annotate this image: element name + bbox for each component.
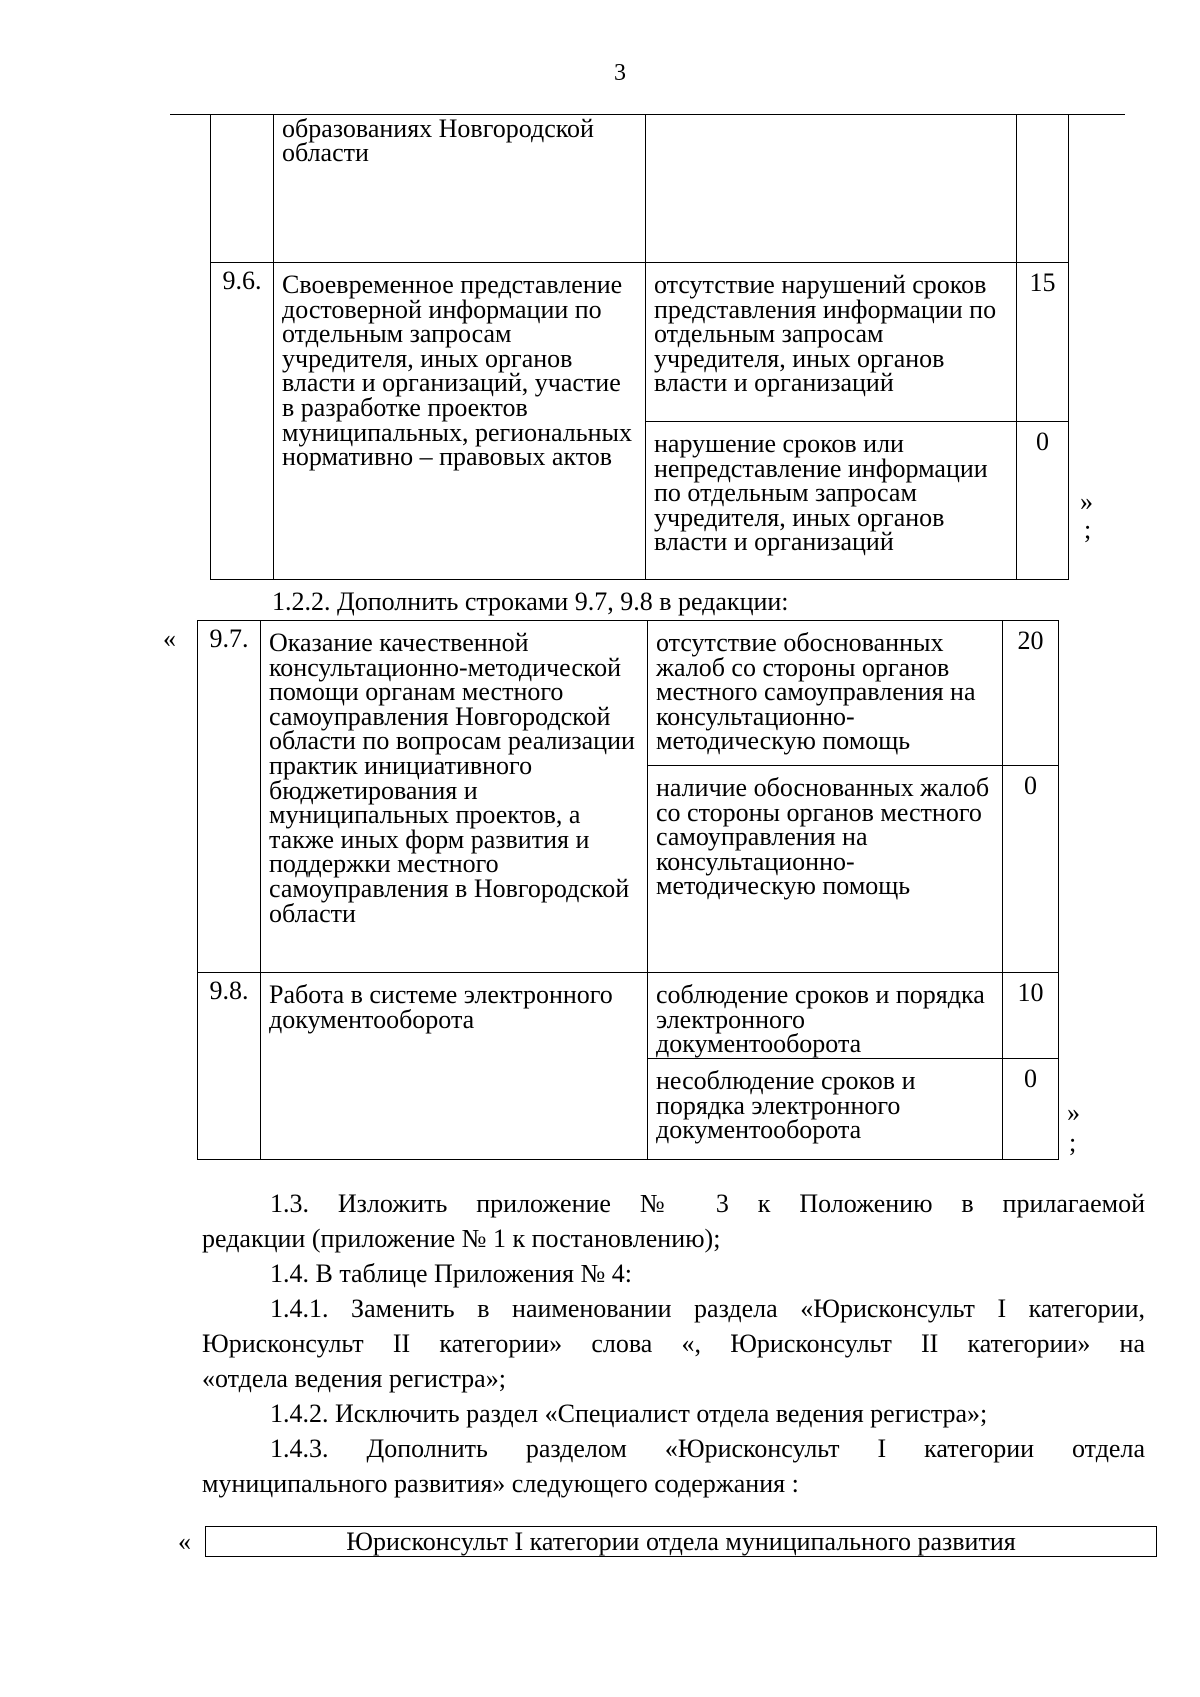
criterion-fragment: образованиях Новгородской области: [274, 115, 646, 263]
page-number: 3: [614, 60, 626, 86]
opening-quote-last: «: [178, 1527, 191, 1556]
points-value: 10: [1003, 973, 1059, 1059]
points-value: 20: [1003, 621, 1059, 766]
criterion-text: Работа в системе электронного документооборота: [261, 973, 648, 1160]
points-value: 0: [1003, 766, 1059, 973]
paragraph-1-4-3: [202, 1431, 1145, 1501]
paragraph-1-4-1-line-3: «отдела ведения регистра»;: [202, 1364, 506, 1393]
paragraph-1-3: [202, 1186, 1145, 1256]
points-value: 0: [1017, 422, 1069, 580]
paragraph-1-2-2: 1.2.2. Дополнить строками 9.7, 9.8 в редакции:: [272, 587, 789, 616]
closing-quote: »: [1067, 1098, 1080, 1127]
condition-text: нарушение сроков или непредставление информации по отдельным запросам учредителя, иных органов власти и организаций: [646, 422, 1017, 580]
paragraph-1-4-3-line-1: 1.4.3. Дополнить разделом «Юрисконсульт I категории отдела: [270, 1434, 1145, 1463]
condition-text: несоблюдение сроков и порядка электронного документооборота: [648, 1059, 1003, 1160]
paragraph-1-4-3-line-2: муниципального развития» следующего содержания :: [202, 1469, 799, 1498]
paragraph-1-3-line-2: редакции (приложение № 1 к постановлению);: [202, 1224, 721, 1253]
section-header-table: Юрисконсульт I категории отдела муниципального развития: [205, 1526, 1157, 1557]
points-value: 15: [1017, 263, 1069, 422]
criterion-text: Своевременное представление достоверной информации по отдельным запросам учредителя, иных органов власти и организаций, участие в разработке проектов муниципальных, региональных нормативно – правовых актов: [274, 263, 646, 580]
paragraph-1-4-1-line-2: Юрисконсульт II категории» слова «, Юрисконсульт II категории» на: [202, 1329, 1145, 1358]
condition-text: наличие обоснованных жалоб со стороны органов местного самоуправления на консультационно-методическую помощь: [648, 766, 1003, 973]
num-cell-empty: [211, 115, 274, 263]
criteria-table-new: [197, 620, 1059, 1160]
criteria-table-continued: [210, 114, 1069, 580]
condition-text: отсутствие нарушений сроков представления информации по отдельным запросам учредителя, иных органов власти и организаций: [646, 263, 1017, 422]
closing-semicolon: ;: [1069, 1128, 1077, 1157]
paragraph-1-4-1-line-1: 1.4.1. Заменить в наименовании раздела «Юрисконсульт I категории,: [270, 1294, 1145, 1323]
criterion-text: Оказание качественной консультационно-методической помощи органам местного самоуправления Новгородской области по вопросам реализации практик инициативного бюджетирования и муниципальных проектов, а также иных форм развития и поддержки местного самоуправления в Новгородской области: [261, 621, 648, 973]
paragraph-1-3-line-1: 1.3. Изложить приложение № 3 к Положению в прилагаемой: [270, 1189, 1145, 1218]
paragraph-1-4-2: 1.4.2. Исключить раздел «Специалист отдела ведения регистра»;: [270, 1399, 988, 1428]
paragraph-1-4-1: [202, 1291, 1145, 1396]
row-number: 9.8.: [198, 973, 261, 1160]
condition-cell-empty: [646, 115, 1017, 263]
opening-quote: «: [163, 624, 176, 653]
closing-semicolon: ;: [1084, 515, 1092, 544]
condition-text: соблюдение сроков и порядка электронного документооборота: [648, 973, 1003, 1059]
row-number: 9.6.: [211, 263, 274, 580]
paragraph-1-4: 1.4. В таблице Приложения № 4:: [270, 1259, 632, 1288]
row-number: 9.7.: [198, 621, 261, 973]
condition-text: отсутствие обоснованных жалоб со стороны органов местного самоуправления на консультационно-методическую помощь: [648, 621, 1003, 766]
points-value: 0: [1003, 1059, 1059, 1160]
closing-quote: »: [1080, 487, 1093, 516]
points-cell-empty: [1017, 115, 1069, 263]
